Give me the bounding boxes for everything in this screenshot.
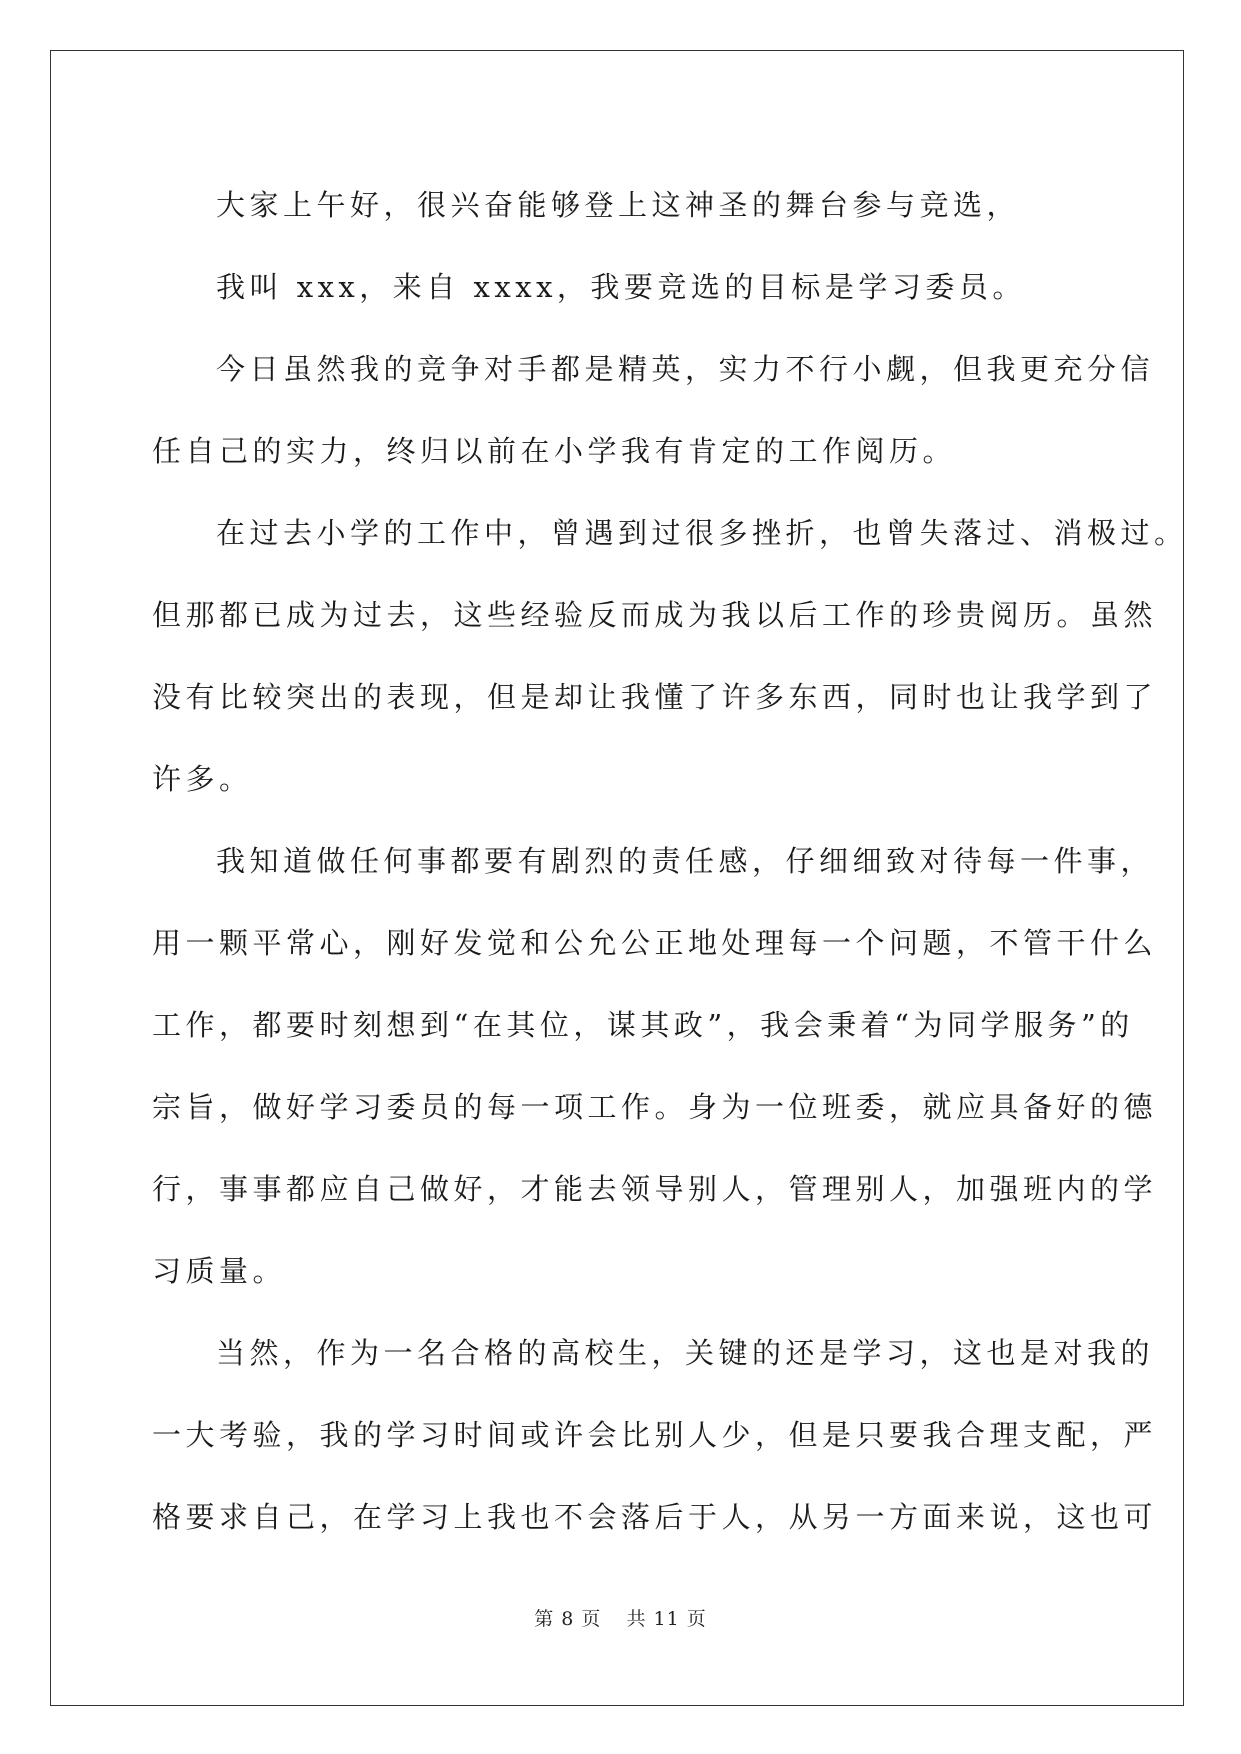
page-number: 第 8 页: [534, 1608, 602, 1630]
text-line: 但那都已成为过去，这些经验反而成为我以后工作的珍贵阅历。虽然: [152, 598, 1158, 632]
text-line: 大家上午好，很兴奋能够登上这神圣的舞台参与竞选，: [216, 188, 1021, 222]
page-footer: [0, 1604, 1241, 1631]
text-line: 行，事事都应自己做好，才能去领导别人，管理别人，加强班内的学: [152, 1172, 1158, 1206]
text-line: 宗旨，做好学习委员的每一项工作。身为一位班委，就应具备好的德: [152, 1090, 1158, 1124]
text-line: 一大考验，我的学习时间或许会比别人少，但是只要我合理支配，严: [152, 1418, 1158, 1452]
text-line: 习质量。: [152, 1254, 287, 1288]
document-body: [152, 164, 1188, 1558]
text-line: 当然，作为一名合格的高校生，关键的还是学习，这也是对我的: [216, 1336, 1155, 1370]
text-line: 用一颗平常心，刚好发觉和公允公正地处理每一个问题，不管干什么: [152, 926, 1158, 960]
text-line: 我知道做任何事都要有剧烈的责任感，仔细细致对待每一件事，: [216, 844, 1155, 878]
text-line: 今日虽然我的竞争对手都是精英，实力不行小觑，但我更充分信: [216, 352, 1155, 386]
text-line: 工作，都要时刻想到“在其位，谋其政”，我会秉着“为同学服务”的: [152, 1008, 1134, 1042]
text-line: 在过去小学的工作中，曾遇到过很多挫折，也曾失落过、消极过。: [216, 516, 1188, 550]
text-line: 没有比较突出的表现，但是却让我懂了许多东西，同时也让我学到了: [152, 680, 1158, 714]
page-total: 共 11 页: [626, 1608, 707, 1630]
text-line: 我叫 xxx，来自 xxxx，我要竞选的目标是学习委员。: [216, 270, 1026, 304]
text-line: 许多。: [152, 762, 253, 796]
text-line: 任自己的实力，终归以前在小学我有肯定的工作阅历。: [152, 434, 957, 468]
text-line: 格要求自己，在学习上我也不会落后于人，从另一方面来说，这也可: [152, 1500, 1158, 1534]
